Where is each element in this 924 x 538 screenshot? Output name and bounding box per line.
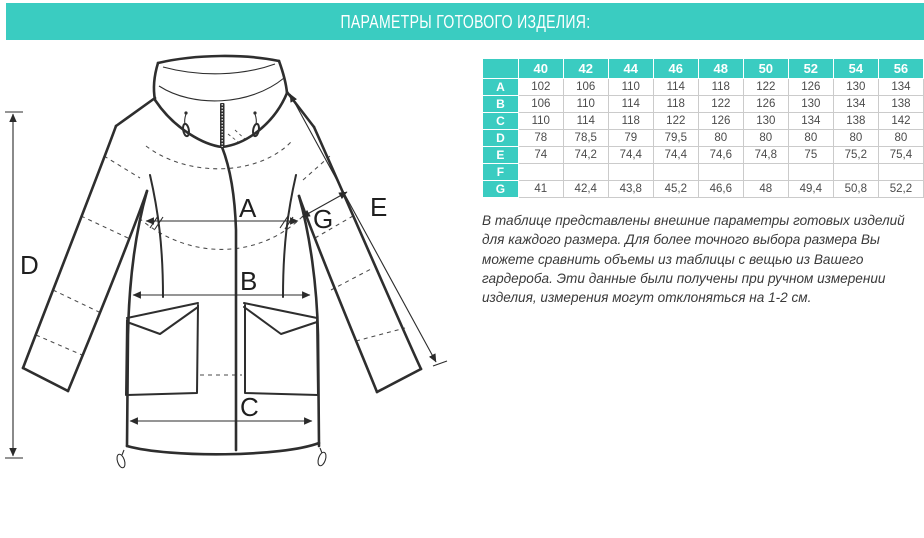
size-table-row <box>483 164 924 181</box>
size-value-cell: 130 <box>743 113 788 130</box>
size-column-header: 56 <box>878 59 923 79</box>
size-value-cell: 80 <box>743 130 788 147</box>
size-value-cell: 126 <box>788 79 833 96</box>
dim-label-b: B <box>240 266 258 296</box>
size-value-cell <box>698 164 743 181</box>
dim-label-c: C <box>240 392 259 422</box>
size-value-cell: 79,5 <box>653 130 698 147</box>
size-value-cell: 75,2 <box>833 147 878 164</box>
size-value-cell: 114 <box>608 96 653 113</box>
size-column-header: 54 <box>833 59 878 79</box>
size-value-cell: 43,8 <box>608 181 653 198</box>
size-value-cell: 80 <box>788 130 833 147</box>
size-value-cell: 106 <box>518 96 563 113</box>
size-value-cell: 130 <box>833 79 878 96</box>
size-value-cell: 130 <box>788 96 833 113</box>
size-value-cell <box>743 164 788 181</box>
dim-label-g: G <box>313 204 334 234</box>
row-label: E <box>483 147 519 164</box>
size-value-cell: 134 <box>833 96 878 113</box>
size-value-cell <box>518 164 563 181</box>
size-value-cell: 80 <box>878 130 923 147</box>
size-value-cell: 138 <box>878 96 923 113</box>
size-value-cell: 79 <box>608 130 653 147</box>
size-value-cell: 122 <box>698 96 743 113</box>
size-table-corner <box>483 59 519 79</box>
size-value-cell: 110 <box>608 79 653 96</box>
size-table-row <box>483 130 924 147</box>
size-value-cell <box>788 164 833 181</box>
jacket-sketch <box>0 50 475 533</box>
size-value-cell: 74,4 <box>608 147 653 164</box>
dim-label-d: D <box>20 250 39 280</box>
size-value-cell: 49,4 <box>788 181 833 198</box>
size-value-cell: 142 <box>878 113 923 130</box>
size-value-cell: 78,5 <box>563 130 608 147</box>
size-value-cell: 41 <box>518 181 563 198</box>
row-label: D <box>483 130 519 147</box>
size-value-cell: 114 <box>563 113 608 130</box>
size-value-cell: 46,6 <box>698 181 743 198</box>
size-value-cell: 80 <box>698 130 743 147</box>
size-value-cell: 122 <box>653 113 698 130</box>
size-column-header: 46 <box>653 59 698 79</box>
size-value-cell: 48 <box>743 181 788 198</box>
quilting-lines <box>36 130 405 375</box>
size-value-cell: 52,2 <box>878 181 923 198</box>
size-table-row <box>483 96 924 113</box>
size-column-header: 50 <box>743 59 788 79</box>
size-column-header: 44 <box>608 59 653 79</box>
size-value-cell: 110 <box>518 113 563 130</box>
row-label: A <box>483 79 519 96</box>
size-value-cell: 126 <box>743 96 788 113</box>
size-value-cell: 106 <box>563 79 608 96</box>
size-column-header: 40 <box>518 59 563 79</box>
size-value-cell: 114 <box>653 79 698 96</box>
size-value-cell: 138 <box>833 113 878 130</box>
size-value-cell: 126 <box>698 113 743 130</box>
size-column-header: 52 <box>788 59 833 79</box>
size-value-cell: 118 <box>608 113 653 130</box>
size-table-row <box>483 113 924 130</box>
size-value-cell <box>653 164 698 181</box>
size-column-header: 48 <box>698 59 743 79</box>
size-value-cell: 134 <box>788 113 833 130</box>
size-column-header: 42 <box>563 59 608 79</box>
size-value-cell: 122 <box>743 79 788 96</box>
dim-label-a: A <box>239 193 257 223</box>
size-value-cell: 50,8 <box>833 181 878 198</box>
size-value-cell: 118 <box>698 79 743 96</box>
size-value-cell: 75 <box>788 147 833 164</box>
row-label: G <box>483 181 519 198</box>
jacket-outline <box>23 56 421 469</box>
size-value-cell: 74,6 <box>698 147 743 164</box>
size-value-cell: 74,8 <box>743 147 788 164</box>
row-label: B <box>483 96 519 113</box>
zipper <box>220 103 225 148</box>
size-value-cell: 102 <box>518 79 563 96</box>
size-table-row <box>483 79 924 96</box>
garment-diagram <box>0 50 475 533</box>
size-table <box>482 58 924 198</box>
size-value-cell <box>608 164 653 181</box>
header-bar <box>6 3 924 40</box>
size-value-cell: 74,4 <box>653 147 698 164</box>
size-value-cell: 78 <box>518 130 563 147</box>
pockets <box>126 303 318 395</box>
size-value-cell: 80 <box>833 130 878 147</box>
size-value-cell: 110 <box>563 96 608 113</box>
size-value-cell: 75,4 <box>878 147 923 164</box>
size-value-cell: 42,4 <box>563 181 608 198</box>
size-table-row <box>483 147 924 164</box>
row-label: C <box>483 113 519 130</box>
size-value-cell: 45,2 <box>653 181 698 198</box>
size-value-cell: 74 <box>518 147 563 164</box>
row-label: F <box>483 164 519 181</box>
dim-label-e: E <box>370 192 388 222</box>
size-value-cell <box>563 164 608 181</box>
size-value-cell: 118 <box>653 96 698 113</box>
size-value-cell <box>878 164 923 181</box>
size-value-cell <box>833 164 878 181</box>
size-value-cell: 134 <box>878 79 923 96</box>
dimension-labels <box>20 192 387 422</box>
size-table-row <box>483 181 924 198</box>
size-value-cell: 74,2 <box>563 147 608 164</box>
page-title: ПАРАМЕТРЫ ГОТОВОГО ИЗДЕЛИЯ: <box>340 10 590 32</box>
description-text: В таблице представлены внешние параметры готовых изделий для каждого размера. Для более точного выбора размера Вы можете сравнить объемы из таблицы с вещью из Вашего гардероба. Эти данные были получены при ручном измерении изделия, измерения могут отклоняться на 1-2 см. <box>482 213 905 306</box>
